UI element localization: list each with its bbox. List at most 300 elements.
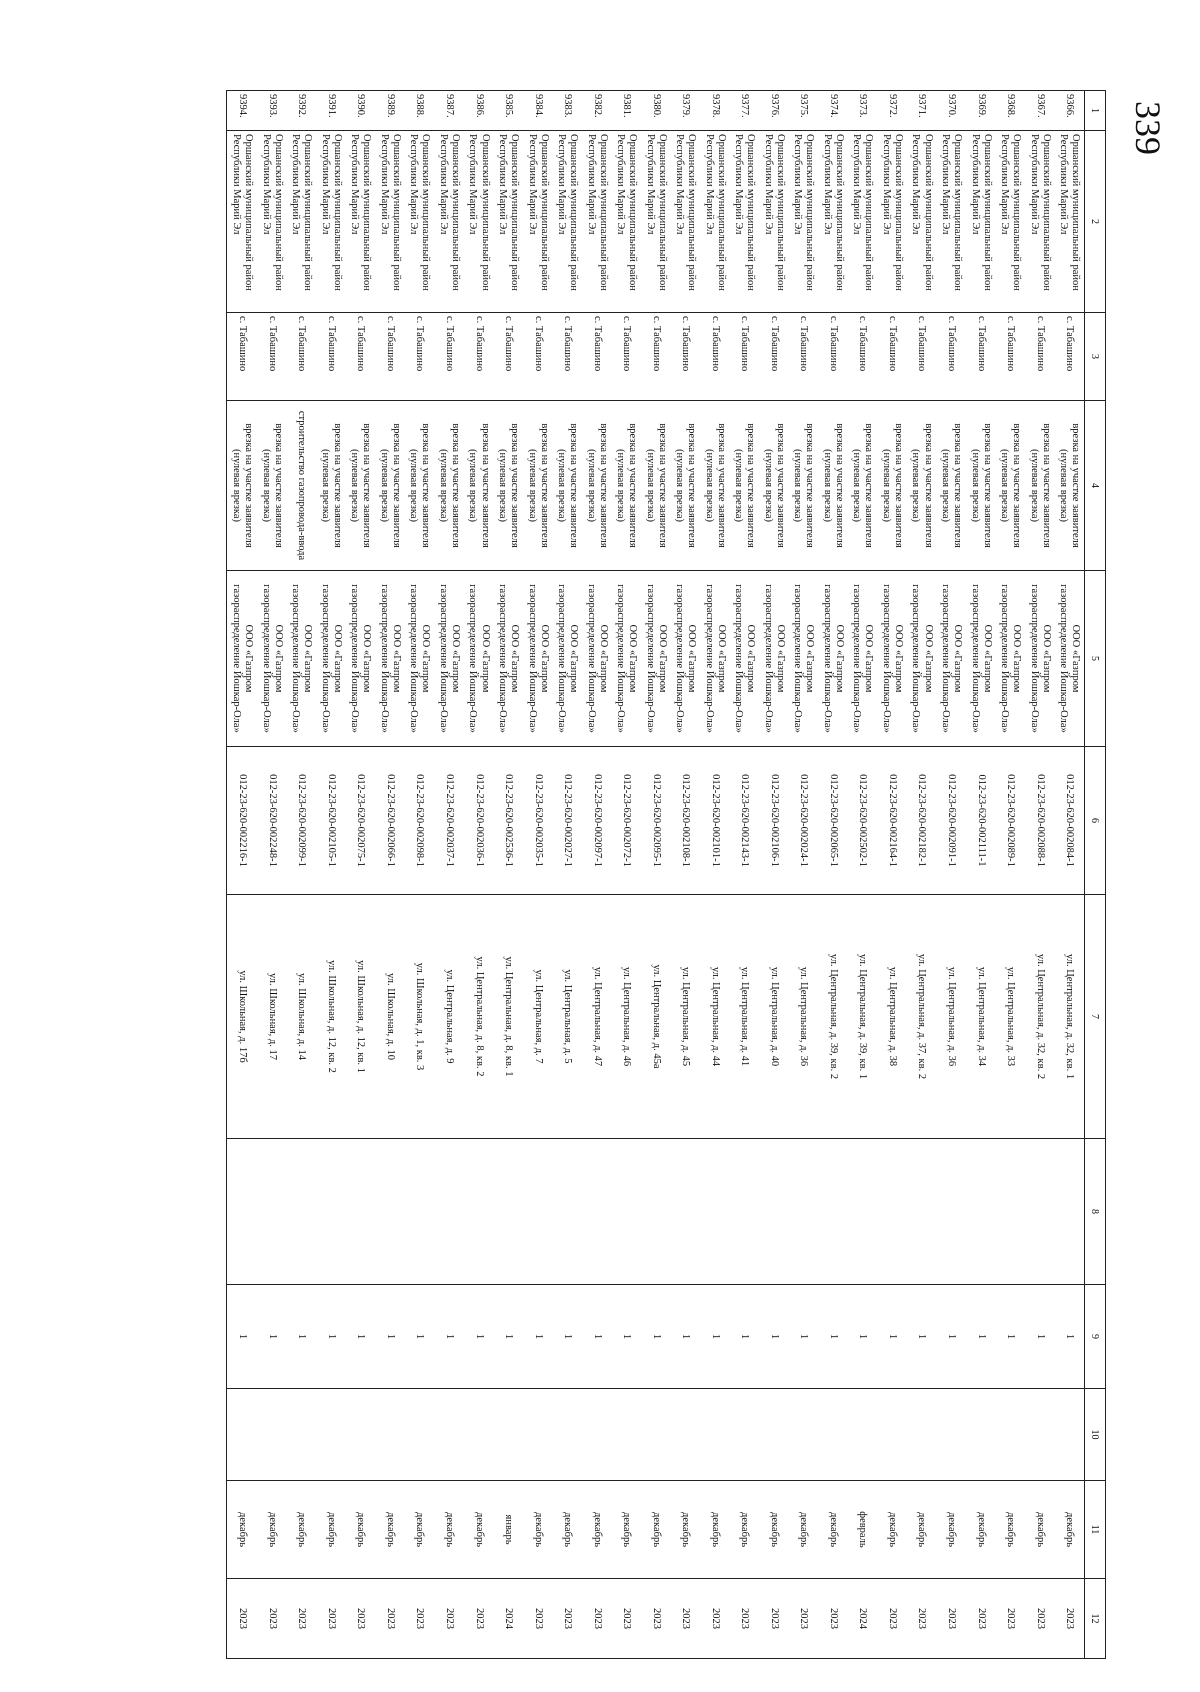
month-cell: декабрь bbox=[936, 1481, 966, 1579]
application-code-cell: 012-23-620-002099-1 bbox=[287, 747, 317, 895]
month-cell: декабрь bbox=[907, 1481, 937, 1579]
organization-cell bbox=[907, 571, 937, 747]
year-cell: 2023 bbox=[700, 1579, 730, 1659]
organization-cell bbox=[552, 571, 582, 747]
column-8-cell bbox=[789, 1139, 819, 1285]
work-type-cell bbox=[375, 401, 405, 571]
month-cell: декабрь bbox=[966, 1481, 996, 1579]
row-number: 9387. bbox=[434, 91, 464, 131]
work-type-cell-line: (нулевая врезка) bbox=[939, 449, 951, 522]
work-type-cell-line: строительство газопровода-ввода bbox=[296, 410, 308, 561]
address-cell: ул. Школьная, д. 10 bbox=[375, 895, 405, 1139]
organization-cell-line: газораспределение Йошкар-Ола» bbox=[1058, 584, 1070, 733]
work-type-cell-line: (нулевая врезка) bbox=[969, 449, 981, 522]
organization-cell-line: газораспределение Йошкар-Ола» bbox=[674, 584, 686, 733]
district-cell bbox=[346, 131, 376, 313]
row-number: 9393. bbox=[257, 91, 287, 131]
table-row bbox=[552, 91, 582, 1659]
organization-cell-line: ООО «Газпром bbox=[686, 624, 698, 693]
quantity-cell: 1 bbox=[287, 1285, 317, 1389]
work-type-cell bbox=[700, 401, 730, 571]
column-header-12: 12 bbox=[1085, 1579, 1106, 1659]
table-row bbox=[759, 91, 789, 1659]
organization-cell bbox=[670, 571, 700, 747]
column-10-cell bbox=[848, 1389, 878, 1481]
month-cell: декабрь bbox=[227, 1481, 258, 1579]
organization-cell-line: ООО «Газпром bbox=[1070, 624, 1082, 693]
column-10-cell bbox=[1025, 1389, 1055, 1481]
organization-cell bbox=[641, 571, 671, 747]
column-10-cell bbox=[877, 1389, 907, 1481]
row-number: 9378. bbox=[700, 91, 730, 131]
district-cell-line: Оршанский муниципальный район bbox=[243, 134, 255, 291]
settlement-cell: с. Табашино bbox=[523, 313, 553, 401]
row-number: 9381. bbox=[611, 91, 641, 131]
row-number: 9366. bbox=[1054, 91, 1084, 131]
column-10-cell bbox=[552, 1389, 582, 1481]
settlement-cell: с. Табашино bbox=[789, 313, 819, 401]
address-cell: ул. Центральная, д. 36 bbox=[789, 895, 819, 1139]
column-header-11: 11 bbox=[1085, 1481, 1106, 1579]
column-10-cell bbox=[582, 1389, 612, 1481]
district-cell bbox=[611, 131, 641, 313]
quantity-cell: 1 bbox=[257, 1285, 287, 1389]
row-number: 9376. bbox=[759, 91, 789, 131]
organization-cell-line: ООО «Газпром bbox=[922, 624, 934, 693]
work-type-cell bbox=[907, 401, 937, 571]
work-type-cell-line: (нулевая врезка) bbox=[880, 449, 892, 522]
column-8-cell bbox=[700, 1139, 730, 1285]
work-type-cell-line: врезка на участке заявителя bbox=[390, 423, 402, 548]
organization-cell bbox=[316, 571, 346, 747]
organization-cell bbox=[346, 571, 376, 747]
district-cell-line: Оршанский муниципальный район bbox=[390, 134, 402, 291]
district-cell bbox=[848, 131, 878, 313]
gas-connection-register-table bbox=[226, 90, 1106, 1659]
district-cell-line: Республики Марий Эл bbox=[585, 134, 597, 235]
district-cell-line: Оршанский муниципальный район bbox=[479, 134, 491, 291]
settlement-cell: с. Табашино bbox=[848, 313, 878, 401]
organization-cell-line: газораспределение Йошкар-Ола» bbox=[792, 584, 804, 733]
month-cell: декабрь bbox=[257, 1481, 287, 1579]
organization-cell-line: ООО «Газпром bbox=[656, 624, 668, 693]
organization-cell-line: ООО «Газпром bbox=[863, 624, 875, 693]
work-type-cell-line: врезка на участке заявителя bbox=[361, 423, 373, 548]
district-cell-line: Оршанский муниципальный район bbox=[450, 134, 462, 291]
district-cell bbox=[493, 131, 523, 313]
work-type-cell-line: врезка на участке заявителя bbox=[863, 423, 875, 548]
table-header bbox=[1085, 91, 1106, 1659]
district-cell-line: Оршанский муниципальный район bbox=[272, 134, 284, 291]
column-header-10: 10 bbox=[1085, 1389, 1106, 1481]
row-number: 9370. bbox=[936, 91, 966, 131]
address-cell: ул. Школьная, д. 12, кв. 1 bbox=[346, 895, 376, 1139]
month-cell: декабрь bbox=[641, 1481, 671, 1579]
organization-cell-line: газораспределение Йошкар-Ола» bbox=[467, 584, 479, 733]
work-type-cell-line: (нулевая врезка) bbox=[319, 449, 331, 522]
district-cell-line: Оршанский муниципальный район bbox=[833, 134, 845, 291]
month-cell: декабрь bbox=[611, 1481, 641, 1579]
organization-cell-line: ООО «Газпром bbox=[479, 624, 491, 693]
organization-cell-line: ООО «Газпром bbox=[1040, 624, 1052, 693]
table-row bbox=[995, 91, 1025, 1659]
organization-cell bbox=[257, 571, 287, 747]
organization-cell-line: ООО «Газпром bbox=[331, 624, 343, 693]
work-type-cell bbox=[405, 401, 435, 571]
district-cell-line: Республики Марий Эл bbox=[999, 134, 1011, 235]
district-cell bbox=[287, 131, 317, 313]
organization-cell-line: газораспределение Йошкар-Ола» bbox=[910, 584, 922, 733]
organization-cell-line: ООО «Газпром bbox=[361, 624, 373, 693]
address-cell: ул. Центральная, д. 7 bbox=[523, 895, 553, 1139]
column-10-cell bbox=[611, 1389, 641, 1481]
address-cell: ул. Центральная, д. 39, кв. 2 bbox=[818, 895, 848, 1139]
address-cell: ул. Центральная, д. 40 bbox=[759, 895, 789, 1139]
work-type-cell-line: врезка на участке заявителя bbox=[1040, 423, 1052, 548]
work-type-cell bbox=[1054, 401, 1084, 571]
table-row bbox=[375, 91, 405, 1659]
district-cell bbox=[789, 131, 819, 313]
application-code-cell: 012-23-620-002091-1 bbox=[936, 747, 966, 895]
row-number: 9392. bbox=[287, 91, 317, 131]
district-cell-line: Оршанский муниципальный район bbox=[538, 134, 550, 291]
organization-cell bbox=[700, 571, 730, 747]
work-type-cell-line: врезка на участке заявителя bbox=[892, 423, 904, 548]
address-cell: ул. Школьная, д. 17б bbox=[227, 895, 258, 1139]
column-10-cell bbox=[434, 1389, 464, 1481]
column-8-cell bbox=[877, 1139, 907, 1285]
settlement-cell: с. Табашино bbox=[1054, 313, 1084, 401]
application-code-cell: 012-23-620-002248-1 bbox=[257, 747, 287, 895]
organization-cell-line: газораспределение Йошкар-Ола» bbox=[703, 584, 715, 733]
district-cell-line: Республики Марий Эл bbox=[290, 134, 302, 235]
district-cell-line: Республики Марий Эл bbox=[349, 134, 361, 235]
quantity-cell: 1 bbox=[1025, 1285, 1055, 1389]
settlement-cell: с. Табашино bbox=[730, 313, 760, 401]
organization-cell-line: газораспределение Йошкар-Ола» bbox=[378, 584, 390, 733]
work-type-cell bbox=[611, 401, 641, 571]
organization-cell bbox=[464, 571, 494, 747]
work-type-cell bbox=[995, 401, 1025, 571]
organization-cell-line: ООО «Газпром bbox=[745, 624, 757, 693]
organization-cell-line: газораспределение Йошкар-Ола» bbox=[762, 584, 774, 733]
district-cell-line: Оршанский муниципальный район bbox=[1011, 134, 1023, 291]
month-cell: декабрь bbox=[670, 1481, 700, 1579]
quantity-cell: 1 bbox=[995, 1285, 1025, 1389]
work-type-cell bbox=[730, 401, 760, 571]
month-cell: декабрь bbox=[582, 1481, 612, 1579]
work-type-cell bbox=[434, 401, 464, 571]
column-10-cell bbox=[700, 1389, 730, 1481]
column-8-cell bbox=[818, 1139, 848, 1285]
work-type-cell-line: (нулевая врезка) bbox=[615, 449, 627, 522]
settlement-cell: с. Табашино bbox=[464, 313, 494, 401]
column-10-cell bbox=[316, 1389, 346, 1481]
application-code-cell: 012-23-620-002084-1 bbox=[1054, 747, 1084, 895]
application-code-cell: 012-23-620-002095-1 bbox=[641, 747, 671, 895]
table-row bbox=[670, 91, 700, 1659]
district-cell bbox=[670, 131, 700, 313]
organization-cell-line: ООО «Газпром bbox=[627, 624, 639, 693]
organization-cell-line: ООО «Газпром bbox=[538, 624, 550, 693]
column-8-cell bbox=[346, 1139, 376, 1285]
column-8-cell bbox=[1025, 1139, 1055, 1285]
organization-cell bbox=[818, 571, 848, 747]
settlement-cell: с. Табашино bbox=[670, 313, 700, 401]
column-8-cell bbox=[257, 1139, 287, 1285]
organization-cell-line: ООО «Газпром bbox=[952, 624, 964, 693]
work-type-cell-line: врезка на участке заявителя bbox=[774, 423, 786, 548]
work-type-cell bbox=[523, 401, 553, 571]
settlement-cell: с. Табашино bbox=[907, 313, 937, 401]
row-number: 9374. bbox=[818, 91, 848, 131]
settlement-cell: с. Табашино bbox=[1025, 313, 1055, 401]
address-cell: ул. Центральная, д. 32, кв. 2 bbox=[1025, 895, 1055, 1139]
table-row bbox=[818, 91, 848, 1659]
organization-cell-line: газораспределение Йошкар-Ола» bbox=[821, 584, 833, 733]
column-10-cell bbox=[1054, 1389, 1084, 1481]
address-cell: ул. Центральная, д. 8, кв. 2 bbox=[464, 895, 494, 1139]
column-8-cell bbox=[730, 1139, 760, 1285]
month-cell: декабрь bbox=[287, 1481, 317, 1579]
quantity-cell: 1 bbox=[375, 1285, 405, 1389]
column-header-4: 4 bbox=[1085, 401, 1106, 571]
row-number: 9391. bbox=[316, 91, 346, 131]
month-cell: декабрь bbox=[877, 1481, 907, 1579]
work-type-cell-line: врезка на участке заявителя bbox=[331, 423, 343, 548]
settlement-cell: с. Табашино bbox=[375, 313, 405, 401]
row-number: 9380. bbox=[641, 91, 671, 131]
month-cell: декабрь bbox=[789, 1481, 819, 1579]
quantity-cell: 1 bbox=[611, 1285, 641, 1389]
quantity-cell: 1 bbox=[582, 1285, 612, 1389]
table-row bbox=[464, 91, 494, 1659]
year-cell: 2023 bbox=[552, 1579, 582, 1659]
organization-cell-line: газораспределение Йошкар-Ола» bbox=[231, 584, 242, 733]
column-10-cell bbox=[936, 1389, 966, 1481]
month-cell: декабрь bbox=[1025, 1481, 1055, 1579]
district-cell-line: Республики Марий Эл bbox=[526, 134, 538, 235]
quantity-cell: 1 bbox=[552, 1285, 582, 1389]
work-type-cell-line: (нулевая врезка) bbox=[821, 449, 833, 522]
column-header-9: 9 bbox=[1085, 1285, 1106, 1389]
work-type-cell-line: врезка на участке заявителя bbox=[243, 423, 255, 548]
application-code-cell: 012-23-620-002105-1 bbox=[316, 747, 346, 895]
column-8-cell bbox=[966, 1139, 996, 1285]
organization-cell-line: газораспределение Йошкар-Ола» bbox=[969, 584, 981, 733]
work-type-cell-line: врезка на участке заявителя bbox=[479, 423, 491, 548]
column-8-cell bbox=[582, 1139, 612, 1285]
work-type-cell-line: врезка на участке заявителя bbox=[1070, 423, 1082, 548]
row-number: 9373. bbox=[848, 91, 878, 131]
column-10-cell bbox=[346, 1389, 376, 1481]
application-code-cell: 012-23-620-002088-1 bbox=[1025, 747, 1055, 895]
district-cell-line: Республики Марий Эл bbox=[910, 134, 922, 235]
address-cell: ул. Центральная, д. 8, кв. 1 bbox=[493, 895, 523, 1139]
organization-cell bbox=[995, 571, 1025, 747]
work-type-cell-line: (нулевая врезка) bbox=[408, 449, 420, 522]
column-header-2: 2 bbox=[1085, 131, 1106, 313]
header-row bbox=[1085, 91, 1106, 1659]
district-cell bbox=[257, 131, 287, 313]
work-type-cell bbox=[936, 401, 966, 571]
address-cell: ул. Центральная, д. 45 bbox=[670, 895, 700, 1139]
work-type-cell bbox=[346, 401, 376, 571]
table-row bbox=[405, 91, 435, 1659]
quantity-cell: 1 bbox=[316, 1285, 346, 1389]
district-cell bbox=[877, 131, 907, 313]
address-cell: ул. Центральная, д. 41 bbox=[730, 895, 760, 1139]
district-cell bbox=[375, 131, 405, 313]
application-code-cell: 012-23-620-002111-1 bbox=[966, 747, 996, 895]
application-code-cell: 012-23-620-002182-1 bbox=[907, 747, 937, 895]
work-type-cell-line: (нулевая врезка) bbox=[378, 449, 390, 522]
organization-cell bbox=[375, 571, 405, 747]
table-row bbox=[730, 91, 760, 1659]
table-row bbox=[523, 91, 553, 1659]
year-cell: 2023 bbox=[877, 1579, 907, 1659]
year-cell: 2023 bbox=[730, 1579, 760, 1659]
address-cell: ул. Школьная, д. 14 bbox=[287, 895, 317, 1139]
address-cell: ул. Центральная, д. 38 bbox=[877, 895, 907, 1139]
work-type-cell-line: (нулевая врезка) bbox=[526, 449, 538, 522]
application-code-cell: 012-23-620-002024-1 bbox=[789, 747, 819, 895]
table-row bbox=[611, 91, 641, 1659]
quantity-cell: 1 bbox=[966, 1285, 996, 1389]
address-cell: ул. Центральная, д. 37, кв. 2 bbox=[907, 895, 937, 1139]
organization-cell-line: газораспределение Йошкар-Ола» bbox=[349, 584, 361, 733]
district-cell bbox=[582, 131, 612, 313]
year-cell: 2023 bbox=[227, 1579, 258, 1659]
district-cell-line: Республики Марий Эл bbox=[231, 134, 242, 235]
organization-cell-line: ООО «Газпром bbox=[302, 624, 314, 693]
district-cell-line: Республики Марий Эл bbox=[969, 134, 981, 235]
table-row bbox=[1025, 91, 1055, 1659]
organization-cell-line: газораспределение Йошкар-Ола» bbox=[644, 584, 656, 733]
work-type-cell-line: врезка на участке заявителя bbox=[597, 423, 609, 548]
year-cell: 2023 bbox=[434, 1579, 464, 1659]
district-cell bbox=[552, 131, 582, 313]
quantity-cell: 1 bbox=[346, 1285, 376, 1389]
district-cell-line: Оршанский муниципальный район bbox=[509, 134, 521, 291]
column-8-cell bbox=[227, 1139, 258, 1285]
organization-cell-line: ООО «Газпром bbox=[272, 624, 284, 693]
district-cell-line: Оршанский муниципальный район bbox=[715, 134, 727, 291]
address-cell: ул. Центральная, д. 46 bbox=[611, 895, 641, 1139]
column-8-cell bbox=[907, 1139, 937, 1285]
column-8-cell bbox=[641, 1139, 671, 1285]
organization-cell bbox=[759, 571, 789, 747]
organization-cell-line: ООО «Газпром bbox=[568, 624, 580, 693]
year-cell: 2023 bbox=[287, 1579, 317, 1659]
year-cell: 2023 bbox=[523, 1579, 553, 1659]
district-cell-line: Оршанский муниципальный район bbox=[656, 134, 668, 291]
district-cell-line: Оршанский муниципальный район bbox=[1040, 134, 1052, 291]
address-cell: ул. Центральная, д. 36 bbox=[936, 895, 966, 1139]
column-10-cell bbox=[464, 1389, 494, 1481]
year-cell: 2023 bbox=[582, 1579, 612, 1659]
district-cell bbox=[434, 131, 464, 313]
work-type-cell bbox=[552, 401, 582, 571]
district-cell-line: Республики Марий Эл bbox=[556, 134, 568, 235]
year-cell: 2023 bbox=[346, 1579, 376, 1659]
district-cell-line: Республики Марий Эл bbox=[437, 134, 449, 235]
work-type-cell-line: (нулевая врезка) bbox=[1028, 449, 1040, 522]
year-cell: 2023 bbox=[759, 1579, 789, 1659]
work-type-cell-line: (нулевая врезка) bbox=[349, 449, 361, 522]
column-8-cell bbox=[848, 1139, 878, 1285]
organization-cell bbox=[1025, 571, 1055, 747]
district-cell bbox=[464, 131, 494, 313]
organization-cell-line: газораспределение Йошкар-Ола» bbox=[999, 584, 1011, 733]
year-cell: 2023 bbox=[789, 1579, 819, 1659]
organization-cell-line: газораспределение Йошкар-Ола» bbox=[290, 584, 302, 733]
district-cell-line: Оршанский муниципальный район bbox=[331, 134, 343, 291]
organization-cell bbox=[582, 571, 612, 747]
work-type-cell-line: врезка на участке заявителя bbox=[656, 423, 668, 548]
district-cell-line: Республики Марий Эл bbox=[733, 134, 745, 235]
year-cell: 2023 bbox=[316, 1579, 346, 1659]
quantity-cell: 1 bbox=[1054, 1285, 1084, 1389]
district-cell bbox=[759, 131, 789, 313]
work-type-cell-line: врезка на участке заявителя bbox=[715, 423, 727, 548]
work-type-cell-line: (нулевая врезка) bbox=[231, 449, 242, 522]
organization-cell-line: газораспределение Йошкар-Ола» bbox=[260, 584, 272, 733]
organization-cell-line: газораспределение Йошкар-Ола» bbox=[1028, 584, 1040, 733]
year-cell: 2024 bbox=[848, 1579, 878, 1659]
district-cell-line: Оршанский муниципальный район bbox=[302, 134, 314, 291]
application-code-cell: 012-23-620-002164-1 bbox=[877, 747, 907, 895]
settlement-cell: с. Табашино bbox=[759, 313, 789, 401]
address-cell: ул. Школьная, д. 12, кв. 2 bbox=[316, 895, 346, 1139]
work-type-cell-line: (нулевая врезка) bbox=[260, 449, 272, 522]
work-type-cell-line: врезка на участке заявителя bbox=[922, 423, 934, 548]
column-header-1: 1 bbox=[1085, 91, 1106, 131]
address-cell: ул. Центральная, д. 32, кв. 1 bbox=[1054, 895, 1084, 1139]
month-cell: январь bbox=[493, 1481, 523, 1579]
district-cell bbox=[1025, 131, 1055, 313]
column-8-cell bbox=[523, 1139, 553, 1285]
work-type-cell-line: врезка на участке заявителя bbox=[509, 423, 521, 548]
settlement-cell: с. Табашино bbox=[936, 313, 966, 401]
district-cell-line: Республики Марий Эл bbox=[644, 134, 656, 235]
district-cell-line: Республики Марий Эл bbox=[497, 134, 509, 235]
quantity-cell: 1 bbox=[848, 1285, 878, 1389]
organization-cell-line: газораспределение Йошкар-Ола» bbox=[851, 584, 863, 733]
column-8-cell bbox=[759, 1139, 789, 1285]
table-row bbox=[582, 91, 612, 1659]
work-type-cell bbox=[759, 401, 789, 571]
organization-cell-line: ООО «Газпром bbox=[774, 624, 786, 693]
work-type-cell bbox=[641, 401, 671, 571]
district-cell-line: Республики Марий Эл bbox=[762, 134, 774, 235]
district-cell-line: Республики Марий Эл bbox=[260, 134, 272, 235]
work-type-cell-line: врезка на участке заявителя bbox=[627, 423, 639, 548]
settlement-cell: с. Табашино bbox=[966, 313, 996, 401]
application-code-cell: 012-23-620-002098-1 bbox=[405, 747, 435, 895]
row-number: 9386. bbox=[464, 91, 494, 131]
district-cell-line: Оршанский муниципальный район bbox=[597, 134, 609, 291]
organization-cell-line: газораспределение Йошкар-Ола» bbox=[556, 584, 568, 733]
district-cell-line: Республики Марий Эл bbox=[674, 134, 686, 235]
address-cell: ул. Центральная, д. 45а bbox=[641, 895, 671, 1139]
district-cell-line: Оршанский муниципальный район bbox=[981, 134, 993, 291]
organization-cell-line: газораспределение Йошкар-Ола» bbox=[585, 584, 597, 733]
district-cell bbox=[936, 131, 966, 313]
year-cell: 2023 bbox=[936, 1579, 966, 1659]
organization-cell bbox=[287, 571, 317, 747]
table-row bbox=[700, 91, 730, 1659]
